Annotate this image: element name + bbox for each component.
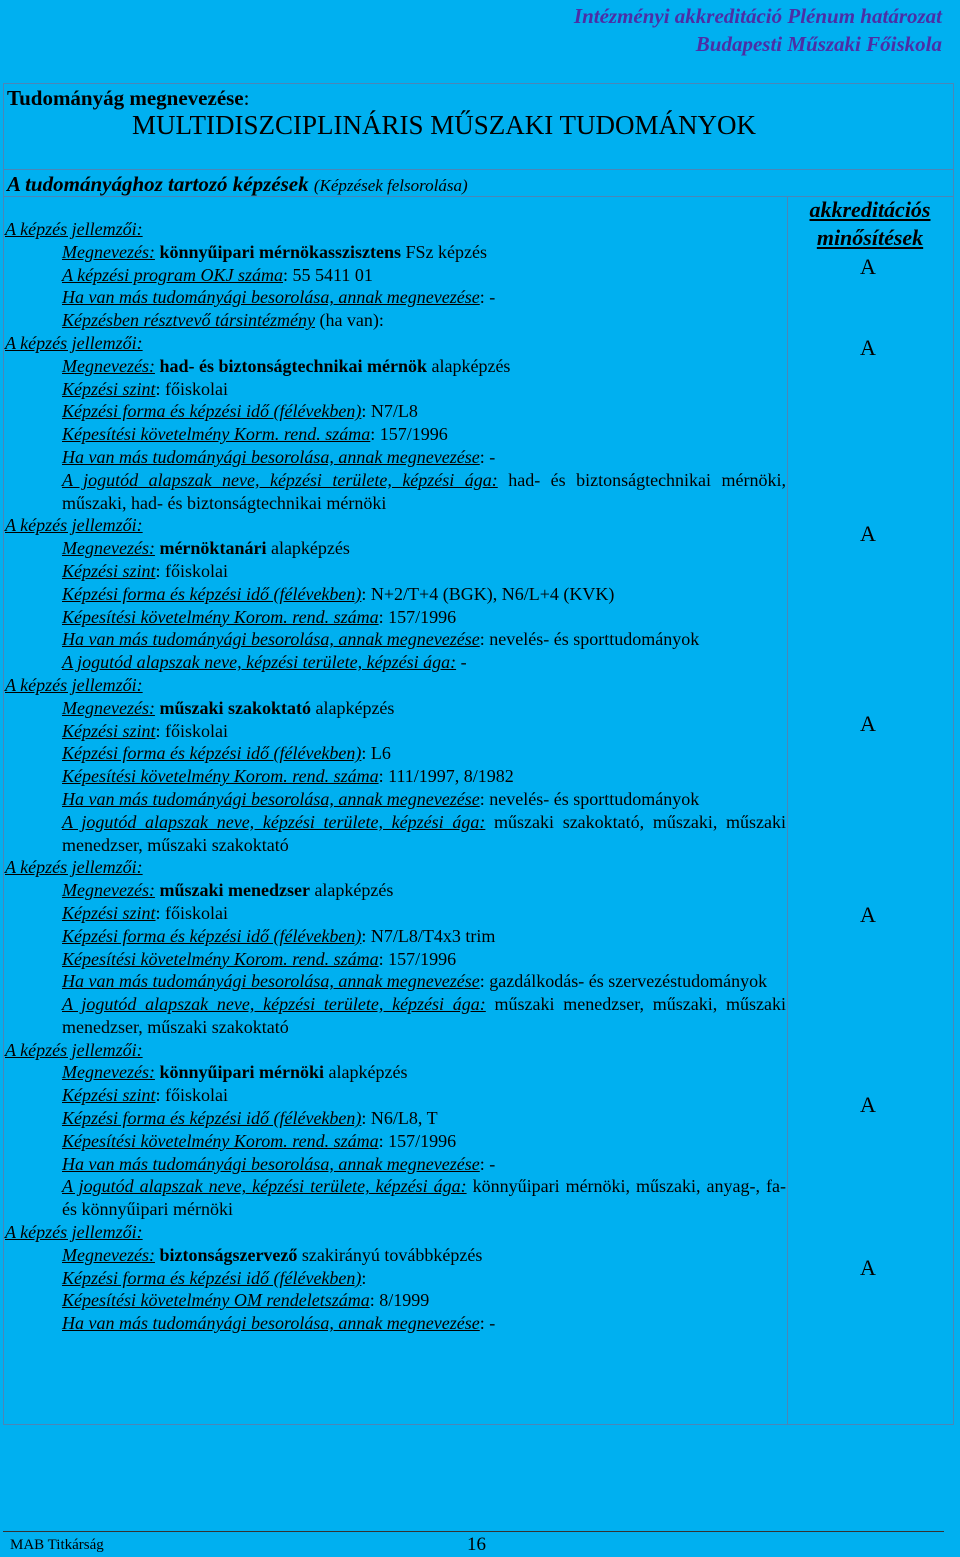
program-field: Képesítési követelmény Korom. rend. száma: 157/1996 [62,606,457,627]
program-field: A jogutód alapszak neve, képzési területe, képzési ága: műszaki szakoktató, műszaki, műszaki menedzser, műszaki szakoktató [62,811,786,855]
program-field: Ha van más tudományági besorolása, annak megnevezése: - [62,1153,496,1174]
program-field: A képzési program OKJ száma: 55 5411 01 [62,264,373,285]
page-header [574,2,942,58]
program-list [5,218,786,1335]
grade-3: A [860,521,876,546]
footer-rule [3,1531,944,1532]
program-field: Képzési forma és képzési idő (félévekben): N7/L8 [62,401,418,422]
program-name-line: Megnevezés: műszaki szakoktató alapképzés [62,697,395,718]
program-field: A jogutód alapszak neve, képzési területe, képzési ága: - [62,652,467,673]
program-header: A képzés jellemzői: [5,674,143,695]
program-name-line: Megnevezés: biztonságszervező szakirányú továbbképzés [62,1244,483,1265]
program-field: Ha van más tudományági besorolása, annak megnevezése: - [62,287,496,308]
program-name-line: Megnevezés: könnyűipari mérnöki alapképzés [62,1062,408,1083]
program-field: Képzési szint: főiskolai [62,720,229,741]
accreditation-heading: akkreditációs minősítések [809,197,931,250]
program-header: A képzés jellemzői: [5,219,143,239]
column-divider [787,196,788,1425]
program-block [5,514,786,674]
program-field: Képesítési követelmény Korm. rend. száma: 157/1996 [62,424,448,445]
program-header: A képzés jellemzői: [5,857,143,878]
table-divider [3,169,954,170]
header-title: Intézményi akkreditáció Plénum határozat [573,4,942,28]
program-field: Képesítési követelmény OM rendeletszáma: 8/1999 [62,1290,430,1311]
program-field: Képzési szint: főiskolai [62,1085,229,1106]
program-field: Ha van más tudományági besorolása, annak megnevezése: nevelés- és sporttudományok [62,629,700,650]
program-field: Ha van más tudományági besorolása, annak megnevezése: - [62,446,496,467]
program-field: Képzési szint: főiskolai [62,560,229,581]
program-name-line: Megnevezés: mérnöktanári alapképzés [62,538,350,559]
grade-4: A [860,711,876,736]
program-header: A képzés jellemzői: [5,1222,143,1243]
program-block [5,332,786,514]
program-field: Képzésben résztvevő társintézmény (ha van): [62,310,384,331]
program-field: Ha van más tudományági besorolása, annak megnevezése: - [62,1313,496,1334]
program-block [5,674,786,856]
program-block [5,218,786,332]
program-block [5,1039,786,1221]
program-field: Képzési forma és képzési idő (félévekben): [62,1267,367,1288]
grade-1: A [860,254,876,279]
program-field: Képzési szint: főiskolai [62,902,229,923]
programs-heading: A tudományághoz tartozó képzések (Képzések felsorolása) [7,172,468,196]
header-institution: Budapesti Műszaki Főiskola [695,32,942,56]
program-field: A jogutód alapszak neve, képzési területe, képzési ága: könnyűipari mérnöki, műszaki, anyag-, fa- és könnyűipari mérnöki [62,1176,786,1220]
discipline-label: Tudományág megnevezése: [7,86,250,110]
grade-2: A [860,335,876,360]
program-field: Ha van más tudományági besorolása, annak megnevezése: nevelés- és sporttudományok [62,788,700,809]
program-header: A képzés jellemzői: [5,1039,143,1060]
program-field: Ha van más tudományági besorolása, annak megnevezése: gazdálkodás- és szervezéstudományok [62,971,768,992]
program-field: Képzési szint: főiskolai [62,378,229,399]
program-field: Képzési forma és képzési idő (félévekben): N7/L8/T4x3 trim [62,925,496,946]
footer-org: MAB Titkárság [10,1537,104,1553]
program-field: A jogutód alapszak neve, képzési területe, képzési ága: had- és biztonságtechnikai mérnöki, műszaki, had- és biztonságtechnikai mérnöki [62,469,786,513]
program-field: Képesítési követelmény Korom. rend. száma: 157/1996 [62,1130,457,1151]
program-block [5,856,786,1038]
discipline-name: MULTIDISZCIPLINÁRIS MŰSZAKI TUDOMÁNYOK [132,110,757,140]
grade-6: A [860,1092,876,1117]
page-number: 16 [467,1534,486,1555]
grade-5: A [860,902,876,927]
program-block [5,1221,786,1335]
program-name-line: Megnevezés: könnyűipari mérnökasszisztens FSz képzés [62,241,487,262]
program-field: Képzési forma és képzési idő (félévekben): L6 [62,743,391,764]
program-name-line: Megnevezés: had- és biztonságtechnikai mérnök alapképzés [62,355,511,376]
program-field: Képesítési követelmény Korom. rend. száma: 111/1997, 8/1982 [62,766,514,787]
program-header: A képzés jellemzői: [5,332,143,353]
program-name-line: Megnevezés: műszaki menedzser alapképzés [62,880,394,901]
program-field: A jogutód alapszak neve, képzési területe, képzési ága: műszaki menedzser, műszaki, műszaki menedzser, műszaki szakoktató [62,994,786,1037]
program-field: Képzési forma és képzési idő (félévekben): N+2/T+4 (BGK), N6/L+4 (KVK) [62,583,615,604]
grade-7: A [860,1255,876,1280]
program-field: Képzési forma és képzési idő (félévekben): N6/L8, T [62,1108,438,1129]
program-field: Képesítési követelmény Korom. rend. száma: 157/1996 [62,948,457,969]
program-header: A képzés jellemzői: [5,515,143,536]
